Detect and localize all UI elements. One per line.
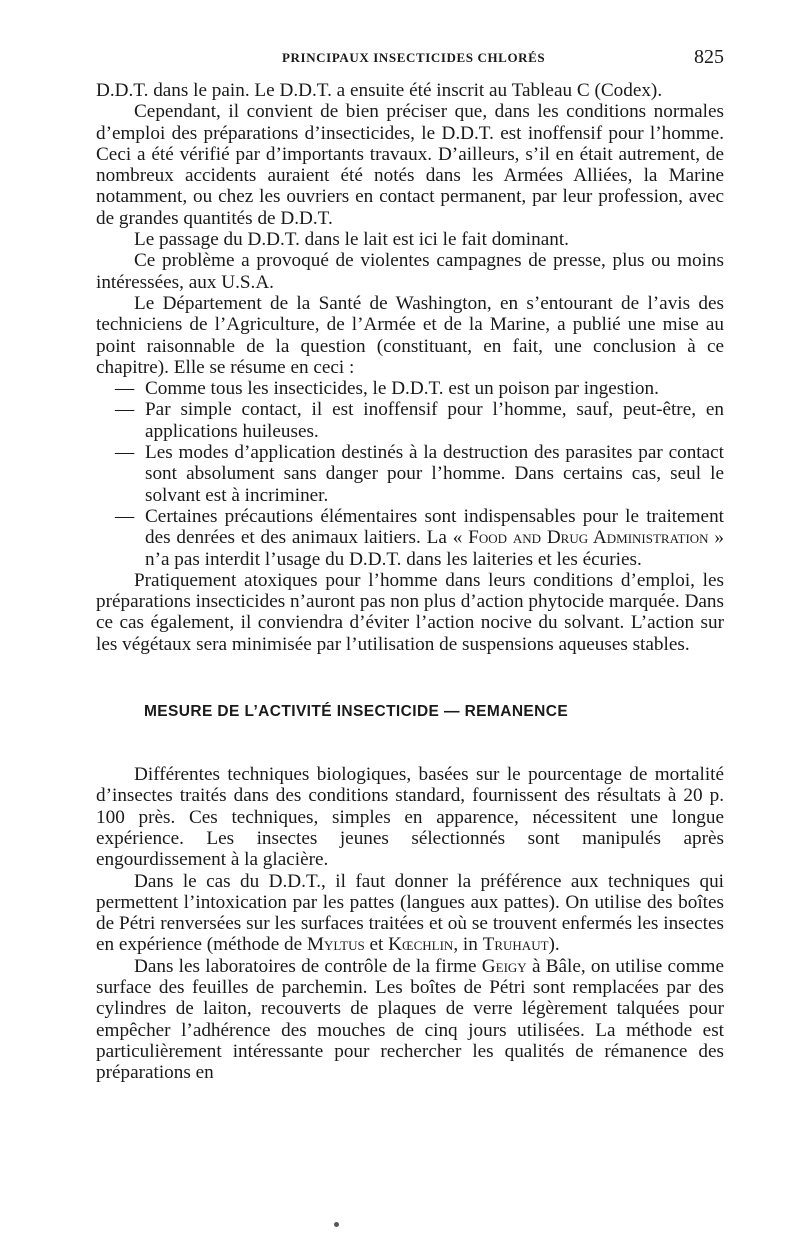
list-item bbox=[96, 506, 724, 570]
section-heading: MESURE DE L’ACTIVITÉ INSECTICIDE — REMANENCE bbox=[144, 703, 569, 721]
author-name: Myltus bbox=[306, 934, 365, 956]
paragraph-2: Cependant, il convient de bien préciser que, dans les conditions normales d’emploi des préparations d’insecticides, le D.D.T. est inoffensif pour l’homme. Ceci a été vérifié par d’importants travaux. D’ailleurs, s’il en était autrement, de nombreux accidents auraient été notés dans les Armées Alliées, la Marine notamment, ou chez les ouvriers en contact permanent, par leur profession, avec de grandes quantités de D.D.T. bbox=[96, 101, 724, 229]
list-dash: — bbox=[115, 505, 135, 527]
text-run: et bbox=[369, 934, 384, 956]
paragraph-3: Le passage du D.D.T. dans le lait est ici le fait dominant. bbox=[134, 229, 569, 251]
paragraph-8 bbox=[96, 871, 724, 956]
paragraph-9 bbox=[96, 956, 724, 1084]
list-dash: — bbox=[115, 399, 135, 421]
text-run: ). bbox=[548, 934, 560, 956]
firm-name: Geigy bbox=[481, 955, 527, 977]
footer-mark bbox=[334, 1222, 339, 1227]
page-number: 825 bbox=[694, 46, 724, 68]
paragraph-1: D.D.T. dans le pain. Le D.D.T. a ensuite été inscrit au Tableau C (Codex). bbox=[96, 80, 663, 101]
author-name: Truhaut bbox=[482, 934, 549, 956]
organization-name: Food and Drug Administration bbox=[468, 527, 709, 549]
list-item-text: Comme tous les insecticides, le D.D.T. est un poison par ingestion. bbox=[145, 378, 659, 400]
text-run: à Bâle, on utilise comme surface des feuilles de parchemin. Les boîtes de Pétri sont remplacées par des cylindres de laiton, recouverts de plaques de verre légèrement talquées pour empêcher l’adhérence des mouches de cinq jours utilisées. La méthode est particulièrement intéressante pour rechercher les qualités de rémanence des préparations en bbox=[96, 955, 724, 1084]
paragraph-7: Différentes techniques biologiques, basées sur le pourcentage de mortalité d’insectes traités dans des conditions standard, fournissent des résultats à 20 p. 100 près. Ces techniques, simples en apparence, nécessitent une longue expérience. Les insectes jeunes sélectionnés sont manipulés après engourdissement à la glacière. bbox=[96, 764, 724, 871]
text-run: , in bbox=[453, 934, 478, 956]
text-run: Dans les laboratoires de contrôle de la firme bbox=[134, 955, 477, 977]
list-item bbox=[96, 399, 724, 442]
page-header bbox=[96, 46, 724, 74]
list-item-text: » n’a pas interdit l’usage du D.D.T. dans les laiteries et les écuries. bbox=[145, 527, 725, 570]
list-item-text: Les modes d’application destinés à la destruction des parasites par contact sont absolument sans danger pour l’homme. Dans certains cas, seul le solvant est à incriminer. bbox=[145, 442, 724, 506]
list-item-text: Certaines précautions élémentaires sont indispensables pour le traitement des denrées et des animaux laitiers. La « bbox=[145, 505, 724, 549]
paragraph-6: Pratiquement atoxiques pour l’homme dans leurs conditions d’emploi, les préparations insecticides n’auront pas non plus d’action phytocide marquée. Dans ce cas également, il conviendra d’éviter l’action nocive du solvant. L’action sur les végétaux sera minimisée par l’utilisation de suspensions aqueuses stables. bbox=[96, 569, 724, 655]
author-name: Kœchlin bbox=[388, 934, 454, 956]
list-item bbox=[96, 442, 724, 506]
list-dash: — bbox=[115, 442, 135, 464]
paragraph-4: Ce problème a provoqué de violentes campagnes de presse, plus ou moins intéressées, aux U.S.A. bbox=[96, 250, 724, 293]
text-run: Dans le cas du D.D.T., il faut donner la préférence aux techniques qui permettent l’intoxication par les pattes (langues aux pattes). On utilise des boîtes de Pétri renversées sur les surfaces traitées et où se trouvent enfermés les insectes en expérience (méthode de bbox=[96, 870, 724, 956]
recommendation-list bbox=[96, 378, 724, 570]
running-title: PRINCIPAUX INSECTICIDES CHLORÉS bbox=[282, 50, 546, 65]
list-item bbox=[96, 378, 724, 399]
list-item-text: Par simple contact, il est inoffensif pour l’homme, sauf, peut-être, en applications huileuses. bbox=[145, 399, 724, 442]
paragraph-5: Le Département de la Santé de Washington, en s’entourant de l’avis des techniciens de l’Agriculture, de l’Armée et de la Marine, a publié une mise au point raisonnable de la question (constituant, en fait, une conclusion à ce chapitre). Elle se résume en ceci : bbox=[96, 292, 724, 378]
page-body bbox=[96, 80, 724, 1083]
list-dash: — bbox=[115, 378, 135, 400]
